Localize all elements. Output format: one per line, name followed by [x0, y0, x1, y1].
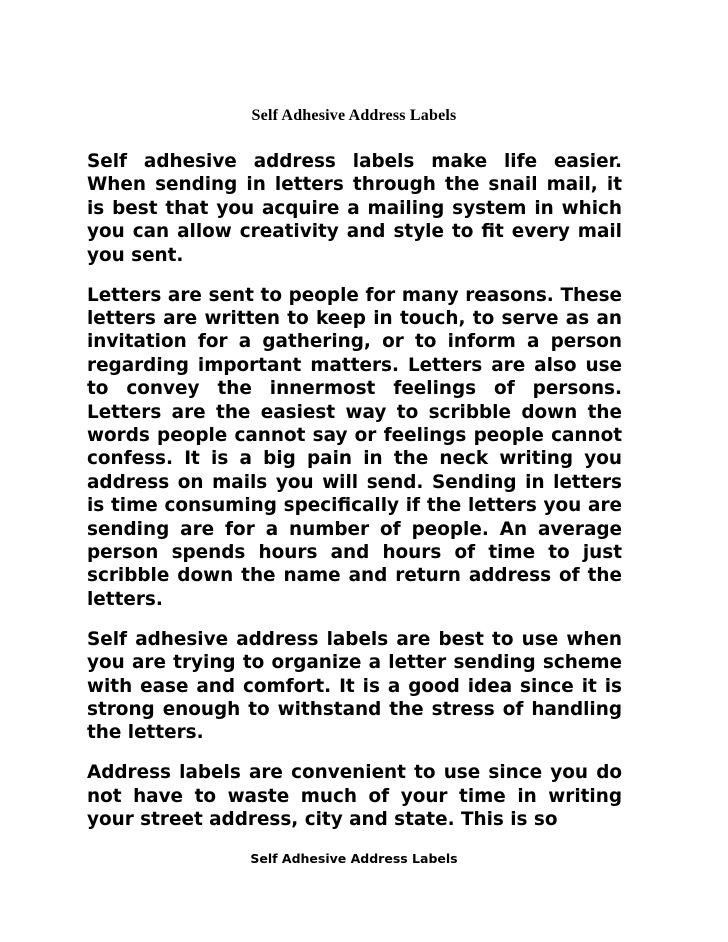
paragraph-letters: Letters are sent to people for many reasons. These letters are written to keep in touch, to serve as an invitation for a gathering, or to inform a person regarding important matters. Letters are also use to convey the innermost feelings of persons. Letters are the easiest way to scribble down the words people cannot say or feelings people cannot confess. It is a big pain in the neck writing you address on mails you will send. Sending in letters is time consuming specifically if the letters you are sending are for a number of people. An average person spends hours and hours of time to just scribble down the name and return address of the letters.	[87, 284, 622, 610]
page-footer: Self Adhesive Address Labels	[250, 851, 458, 866]
paragraph-intro: Self adhesive address labels make life easier. When sending in letters through the snail mail, it is best that you acquire a mailing system in which you can allow creativity and style to fit every mail you sent.	[87, 151, 622, 266]
paragraph-organize: Self adhesive address labels are best to use when you are trying to organize a letter sending scheme with ease and comfort. It is a good idea since it is strong enough to withstand the stress of handling the letters.	[87, 628, 622, 744]
page-title: Self Adhesive Address Labels	[251, 107, 457, 124]
document-body	[87, 150, 622, 848]
paragraph-convenience: Address labels are convenient to use since you do not have to waste much of your time in writing your street address, city and state. This is so	[87, 762, 622, 831]
